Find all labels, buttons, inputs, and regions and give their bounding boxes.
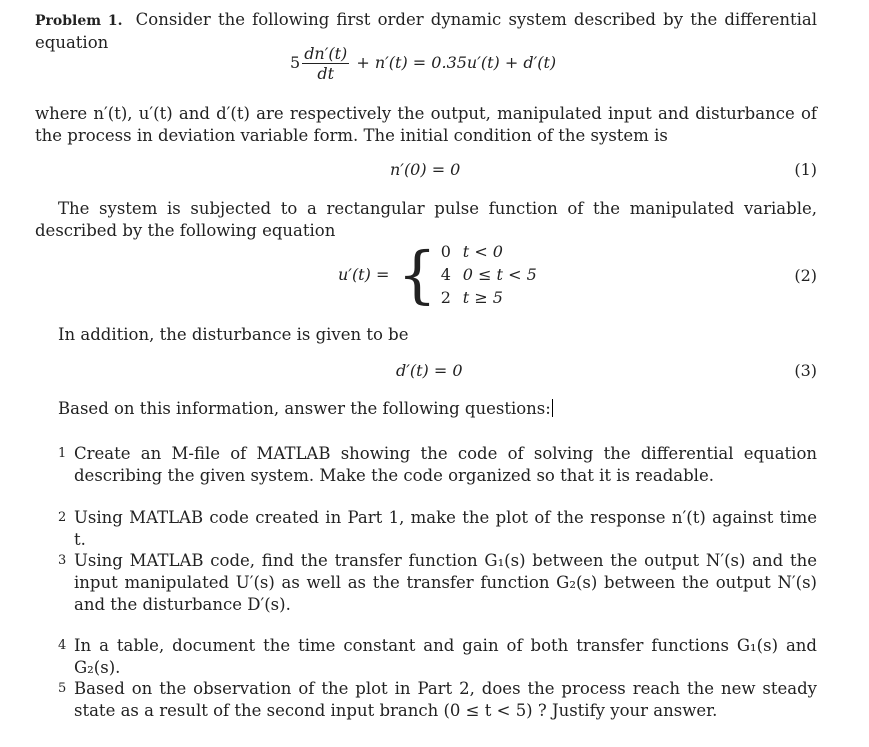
- question-text: Based on the observation of the plot in Part 2, does the process reach the new steady state as a result of the second input branch (0 ≤ t < 5) ? Justify your answer.: [74, 679, 817, 720]
- initial-condition-equation: n′(0) = 0: [390, 160, 461, 179]
- eq-coefficient: 5: [290, 53, 301, 72]
- question-item: [58, 507, 817, 551]
- case-condition: t ≥ 5: [462, 288, 503, 307]
- pulse-equation: [338, 237, 537, 311]
- fraction-denominator: dt: [317, 64, 335, 83]
- questions-lead-text: Based on this information, answer the following questions:: [58, 399, 551, 418]
- disturbance-paragraph: In addition, the disturbance is given to be: [58, 325, 409, 344]
- derivative-fraction: [302, 44, 349, 83]
- question-item: [58, 635, 817, 679]
- case-row: [441, 240, 537, 263]
- question-item: [58, 550, 817, 616]
- question-number: 3: [58, 553, 67, 568]
- main-equation: [290, 44, 556, 83]
- question-number: 4: [58, 638, 67, 653]
- question-number: 1: [58, 446, 67, 461]
- equation-number-1: (1): [794, 160, 817, 179]
- question-text: Using MATLAB code, find the transfer function G₁(s) between the output N′(s) and the input manipulated U′(s) as well as the transfer function G₂(s) between the output N′(s) and the disturbance D′(s).: [74, 551, 817, 614]
- fraction-numerator: dn′(t): [304, 44, 348, 63]
- equation-number-3: (3): [794, 361, 817, 380]
- problem-intro-text: Consider the following first order dynamic system described by the differential equation: [35, 10, 818, 52]
- case-value: 0: [440, 242, 451, 261]
- case-value: 2: [440, 288, 451, 307]
- question-number: 2: [58, 510, 67, 525]
- equation-number-2: (2): [794, 266, 817, 285]
- problem-title: Problem 1.: [35, 13, 123, 29]
- case-condition: t < 0: [462, 242, 503, 261]
- case-condition: 0 ≤ t < 5: [462, 265, 537, 284]
- pulse-equation-lhs: u′(t) =: [338, 265, 390, 284]
- question-text: Create an M-file of MATLAB showing the code of solving the differential equation describing the given system. Make the code organized so that it is readable.: [74, 444, 817, 485]
- question-item: [58, 678, 817, 722]
- pulse-paragraph: The system is subjected to a rectangular pulse function of the manipulated variable, described by the following equation: [35, 199, 817, 240]
- where-paragraph: where n′(t), u′(t) and d′(t) are respectively the output, manipulated input and disturbance of the process in deviation variable form. The initial condition of the system is: [35, 104, 817, 145]
- question-text: In a table, document the time constant and gain of both transfer functions G₁(s) and G₂(s).: [74, 636, 817, 677]
- case-value: 4: [440, 265, 451, 284]
- question-text: Using MATLAB code created in Part 1, make the plot of the response n′(t) against time t.: [74, 508, 817, 549]
- case-row: [441, 286, 537, 309]
- question-item: [58, 443, 817, 487]
- eq-rhs: + n′(t) = 0.35u′(t) + d′(t): [356, 53, 557, 72]
- text-cursor: [552, 399, 553, 417]
- questions-lead: [58, 398, 817, 420]
- case-rows: [441, 240, 537, 309]
- case-row: [441, 263, 537, 286]
- question-number: 5: [58, 681, 67, 696]
- disturbance-equation: d′(t) = 0: [396, 361, 463, 380]
- left-brace: {: [397, 237, 437, 311]
